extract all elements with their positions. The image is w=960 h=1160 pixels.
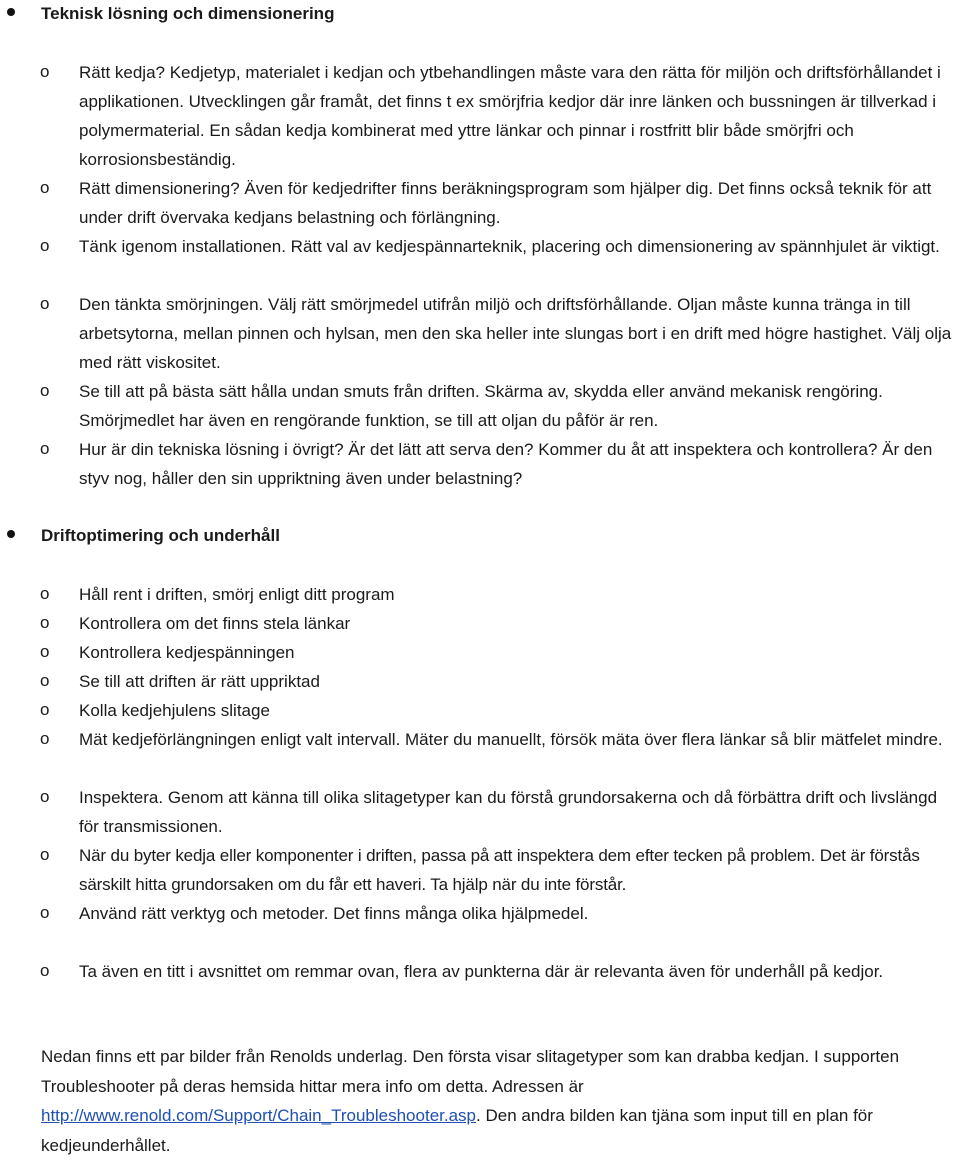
list-item-text: Håll rent i driften, smörj enligt ditt program xyxy=(79,585,395,604)
footer-text-before: Nedan finns ett par bilder från Renolds underlag. Den första visar slitagetyper som kan drabba kedjan. I supporten Troubleshooter på deras hemsida hittar mera info om detta. Adressen är xyxy=(41,1047,900,1096)
bullet-circle: o xyxy=(40,671,50,690)
bullet-dot xyxy=(7,8,15,16)
bullet-circle: o xyxy=(40,236,50,255)
footer-paragraph xyxy=(41,1042,956,1160)
list-item-text: Se till att på bästa sätt hålla undan smuts från driften. Skärma av, skydda eller använd mekanisk rengöring. Smörjmedlet har även en rengörande funktion, se till att oljan du påför är ren. xyxy=(79,382,883,430)
list-item-text: Se till att driften är rätt uppriktad xyxy=(79,672,320,691)
bullet-circle: o xyxy=(40,613,50,632)
list-item-text: Rätt kedja? Kedjetyp, materialet i kedjan och ytbehandlingen måste vara den rätta för miljön och driftsförhållandet i applikationen. Utvecklingen går framåt, det finns t ex smörjfria kedjor där inre länken och bussningen är tillverkad i polymermaterial. En sådan kedja kombinerat med yttre länkar och pinnar i rostfritt blir både smörjfri och korrosionsbeständig. xyxy=(79,63,941,169)
bullet-circle: o xyxy=(40,62,50,81)
section-title: Driftoptimering och underhåll xyxy=(41,526,280,545)
list-item-text: Mät kedjeförlängningen enligt valt intervall. Mäter du manuellt, försök mäta över flera länkar så blir mätfelet mindre. xyxy=(79,730,943,749)
bullet-circle: o xyxy=(40,700,50,719)
bullet-circle: o xyxy=(40,439,50,458)
bullet-circle: o xyxy=(40,584,50,603)
list-item-text: Använd rätt verktyg och metoder. Det finns många olika hjälpmedel. xyxy=(79,904,589,923)
list-item-text: Rätt dimensionering? Även för kedjedrifter finns beräkningsprogram som hjälper dig. Det finns också teknik för att under drift övervaka kedjans belastning och förlängning. xyxy=(79,179,932,227)
list-item-text: Kolla kedjehjulens slitage xyxy=(79,701,270,720)
list-item-text: Kontrollera om det finns stela länkar xyxy=(79,614,351,633)
list-item-text: När du byter kedja eller komponenter i driften, passa på att inspektera dem efter tecken på problem. Det är förstås särskilt hitta grundorsaken om du får ett haveri. Ta hjälp när du inte förstår. xyxy=(79,846,920,894)
section-title: Teknisk lösning och dimensionering xyxy=(41,4,335,23)
bullet-circle: o xyxy=(40,787,50,806)
list-item-text: Den tänkta smörjningen. Välj rätt smörjmedel utifrån miljö och driftsförhållande. Oljan måste kunna tränga in till arbetsytorna, mellan pinnen och hylsan, men den ska heller inte slungas bort i en drift med högre hastighet. Välj olja med rätt viskositet. xyxy=(79,295,952,372)
bullet-circle: o xyxy=(40,903,50,922)
bullet-circle: o xyxy=(40,178,50,197)
footer-text-after: . Den andra bilden kan tjäna som input till en plan för kedjeunderhållet. xyxy=(41,1106,873,1155)
bullet-circle: o xyxy=(40,961,50,980)
bullet-circle: o xyxy=(40,294,50,313)
list-item-text: Tänk igenom installationen. Rätt val av kedjespännarteknik, placering och dimensionering av spännhjulet är viktigt. xyxy=(79,237,940,256)
bullet-circle: o xyxy=(40,642,50,661)
bullet-circle: o xyxy=(40,845,50,864)
bullet-circle: o xyxy=(40,729,50,748)
list-item-text: Kontrollera kedjespänningen xyxy=(79,643,295,662)
bullet-dot xyxy=(7,530,15,538)
renold-troubleshooter-link[interactable]: http://www.renold.com/Support/Chain_Troubleshooter.asp xyxy=(41,1106,477,1125)
list-item-text: Hur är din tekniska lösning i övrigt? Är det lätt att serva den? Kommer du åt att inspektera och kontrollera? Är den styv nog, håller den sin uppriktning även under belastning? xyxy=(79,440,933,488)
bullet-circle: o xyxy=(40,381,50,400)
list-item-text: Inspektera. Genom att känna till olika slitagetyper kan du förstå grundorsakerna och då förbättra drift och livslängd för transmissionen. xyxy=(79,788,938,836)
list-item-text: Ta även en titt i avsnittet om remmar ovan, flera av punkterna där är relevanta även för underhåll på kedjor. xyxy=(79,962,884,981)
